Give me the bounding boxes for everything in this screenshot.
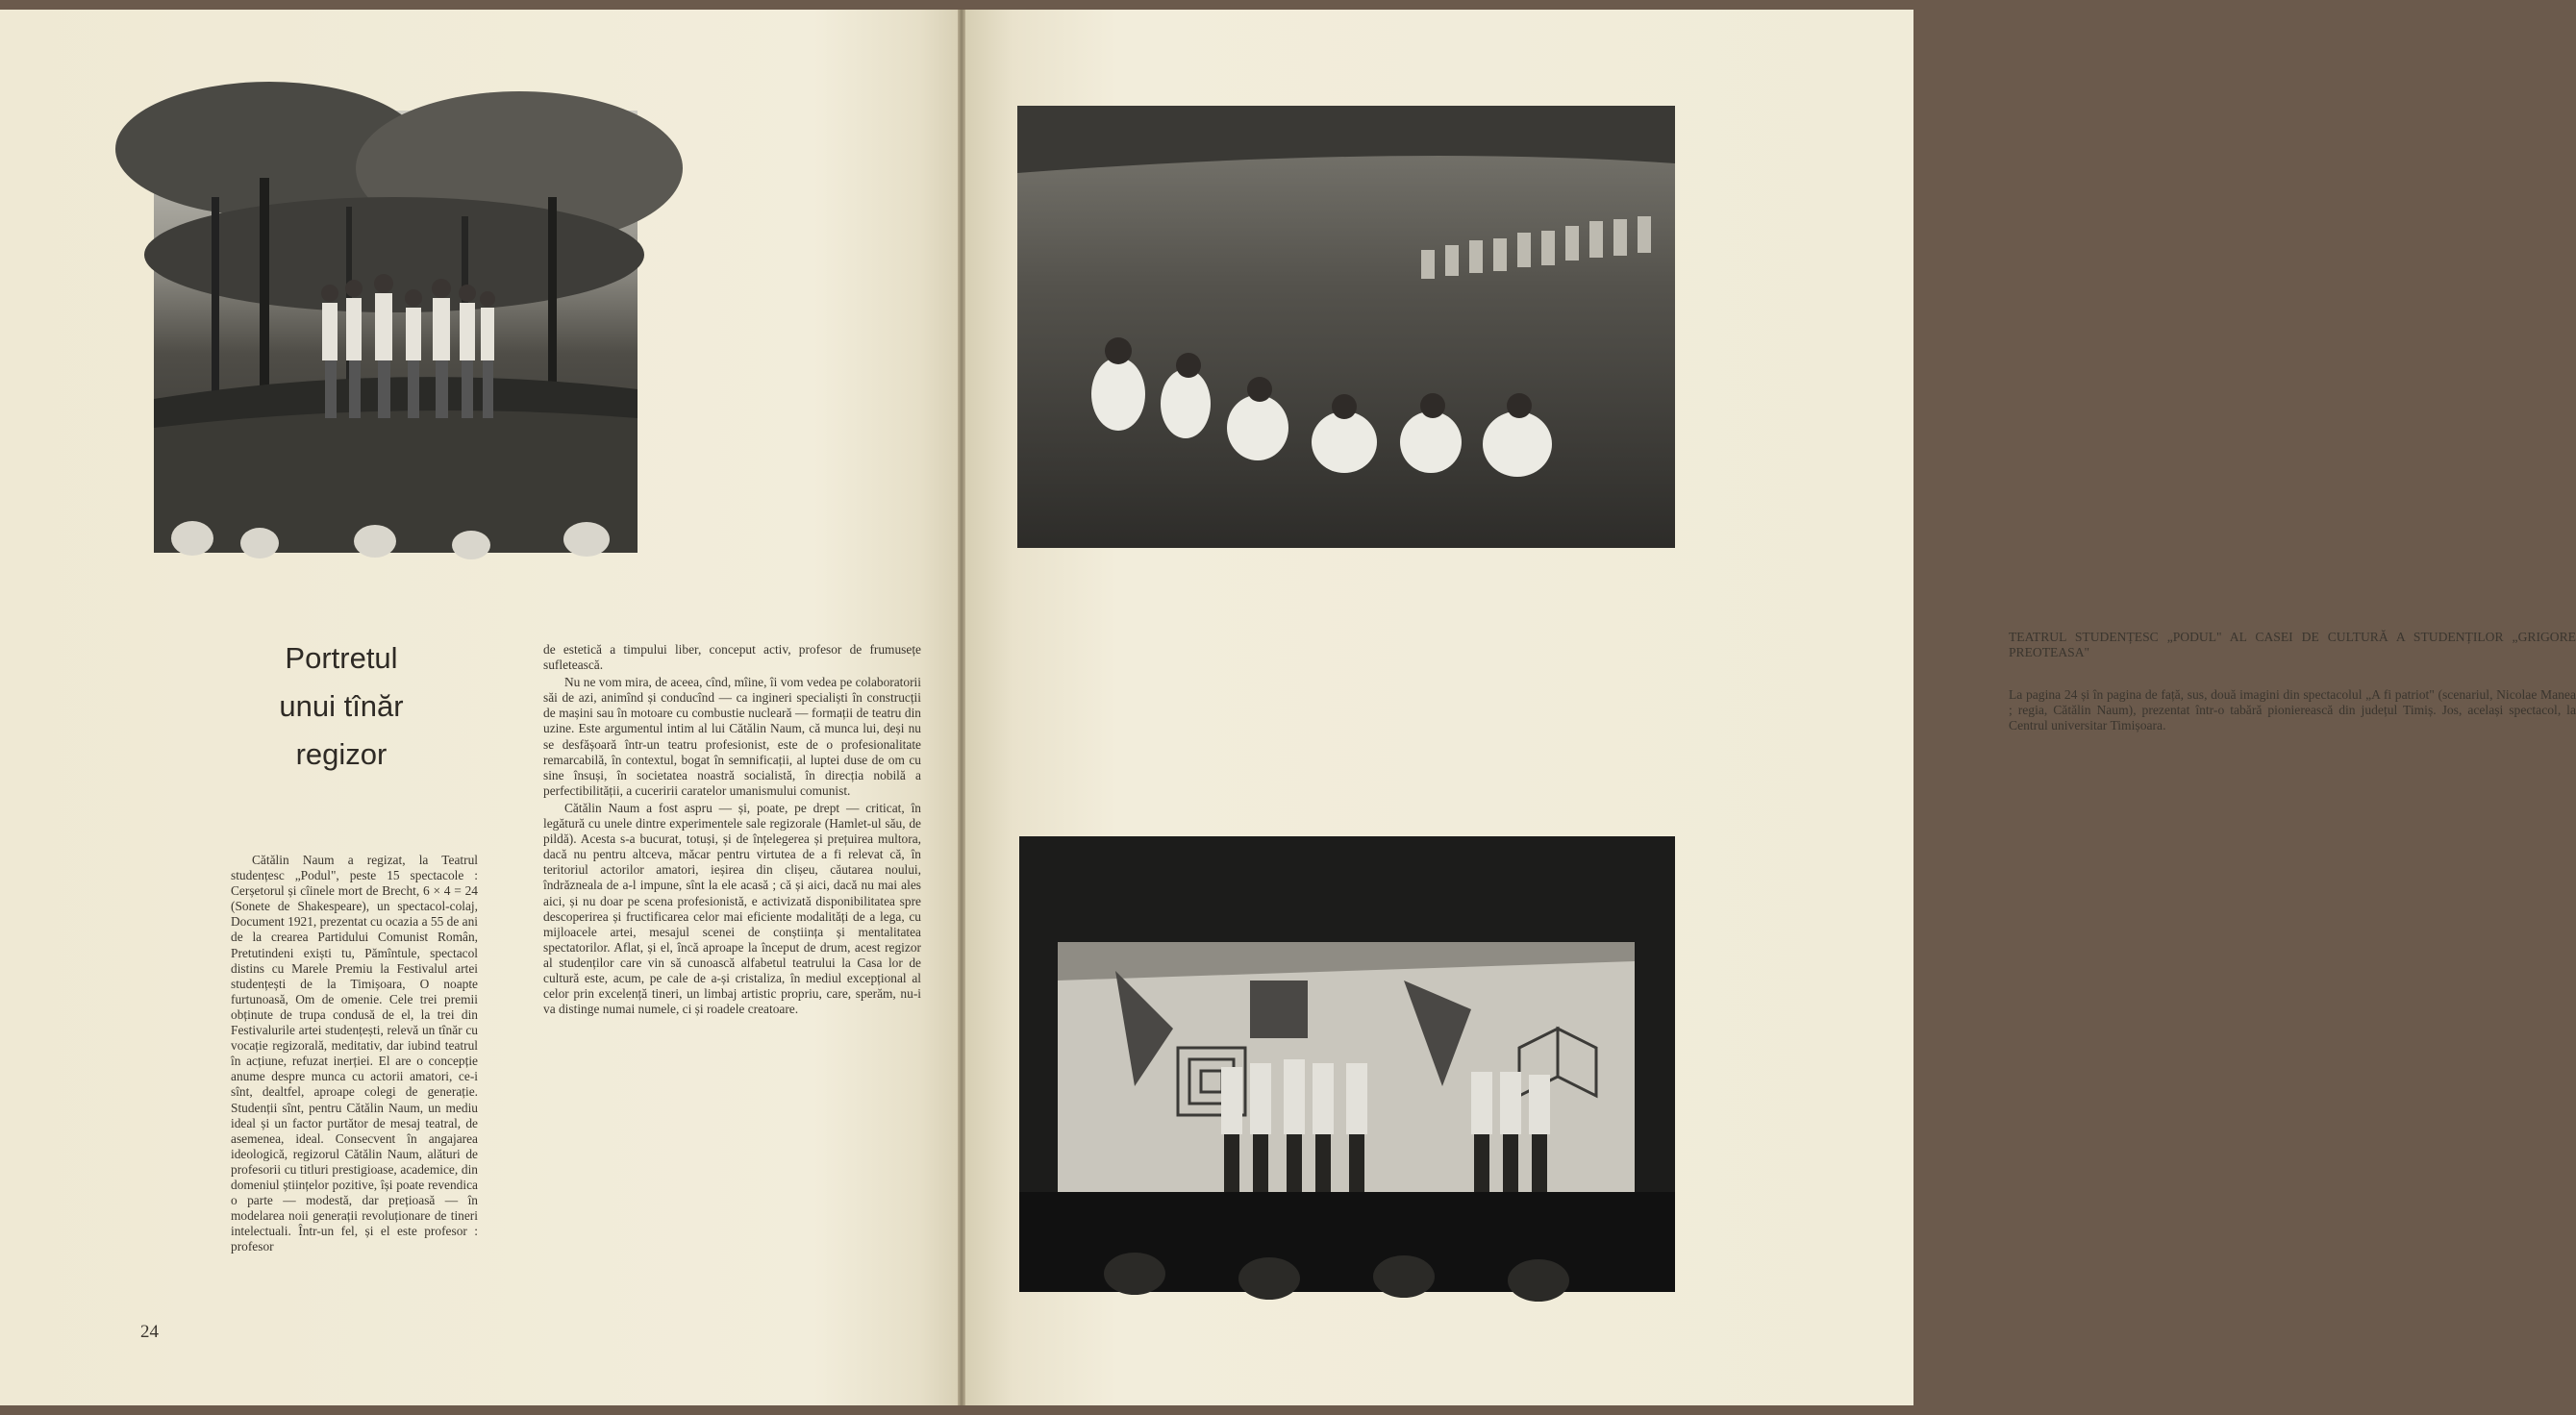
caption-body: La pagina 24 și în pagina de față, sus, două imagini din spectacolul „A fi patriot" (scenariul, Nicolae Manea ; regia, Cătălin Naum), prezentat într-o tabără pionierească din județul Timiș. Jos, același spectacol, la Centrul universitar Timișoara. [2009,687,2576,732]
title-line-2: unui tînăr [279,689,404,723]
article-title [221,634,462,779]
left-page [0,10,958,1405]
article-column-2 [543,642,921,1017]
paragraph: Nu ne vom mira, de aceea, cînd, mîine, îi vom vedea pe colaboratorii săi de azi, animînd și conducînd — ca ingineri specialiști în construcții de mașini sau în motoare cu combustie nucleară — formații de teatru din uzine. Este argumentul intim al lui Cătălin Naum, că munca lui, deși nu se desfășoară într-un teatru profesionist, este de o profesionalitate remarcabilă, în contextul, bogat în semnificații, al luptei duse de om cu sine însuși, în societatea noastră socialistă, în direcția nobilă a perfectibilității, a cuceririi caratelor umanismului comunist. [543,675,921,798]
photo-actors-on-hillside [1017,106,1675,548]
paragraph: de estetică a timpului liber, conceput activ, profesor de frumusețe sufletească. [543,642,921,673]
paragraph: Cătălin Naum a fost aspru — și, poate, pe drept — criticat, în legătură cu unele dintre experimentele sale regizorale (Hamlet-ul său, de pildă). Acesta s-a bucurat, totuși, și de înțelegerea și prețuirea multora, dacă nu pentru altceva, măcar pentru virtutea de a fi relevat că, în teritoriul actorilor amatori, ieșirea din clișeu, căutarea noului, îndrăzneala de a-l impune, sînt la ele acasă ; că și aici, dacă nu mai ales aici, și nu doar pe scena profesionistă, e activizată disponibilitatea spre descoperirea și fructificarea celor mai eficiente modalități de a lega, cu mijloacele artei, mesajul scenei de conștiința și mentalitatea spectatorilor. Aflat, și el, încă aproape la început de drum, acest regizor al studenților care vin să cunoască alfabetul teatrului la Casa lor de cultură este, acum, pe cale de a-și cristaliza, în mediul excepțional al celor prin excelență tineri, un limbaj artistic propriu, care, sperăm, nu-i va distinge numai numele, ci și roadele creatoare. [543,800,921,1017]
right-page [965,10,2576,1405]
article-column-1 [231,853,478,1254]
photo-actors-in-forest [154,111,638,553]
book-gutter [958,10,965,1405]
paragraph: Cătălin Naum a regizat, la Teatrul studențesc „Podul", peste 15 spectacole : Cerșetorul și cîinele mort de Brecht, 6 × 4 = 24 (Sonete de Shakespeare), un spectacol-colaj, Document 1921, prezentat cu ocazia a 55 de ani de la crearea Partidului Comunist Român, Pretutindeni exiști tu, Pămîntule, spectacol distins cu Marele Premiu la Festivalul artei studențești de la Timișoara, O noapte furtunoasă, Om de omenie. Cele trei premii obținute de trupa condusă de el, la trei din Festivalurile artei studențești, relevă un tînăr cu vocație regizorală, meditativ, dar iubind teatrul în acțiune, refuzat inerției. El are o concepție anume despre munca cu actorii amatori, ce-i sînt, dealtfel, aproape colegi de generație. Studenții sînt, pentru Cătălin Naum, un mediu ideal și un factor purtător de mesaj teatral, de asemenea, ideal. Consecvent în angajarea ideologică, regizorul Cătălin Naum, alături de profesorii cu titluri prestigioase, academice, din domeniul științelor pozitive, își poate revendica o parte — modestă, dar prețioasă — în modelarea noii generații revoluționare de tineri intelectuali. Într-un fel, și el este profesor : profesor [231,853,478,1254]
title-line-1: Portretul [285,641,398,675]
page-number: 24 [140,1322,159,1342]
caption-heading: TEATRUL STUDENȚESC „PODUL" AL CASEI DE CULTURĂ A STUDENȚILOR „GRIGORE PREOTEASA" [2009,630,2576,659]
title-line-3: regizor [295,737,388,771]
photo-stage-performance [1019,836,1675,1292]
